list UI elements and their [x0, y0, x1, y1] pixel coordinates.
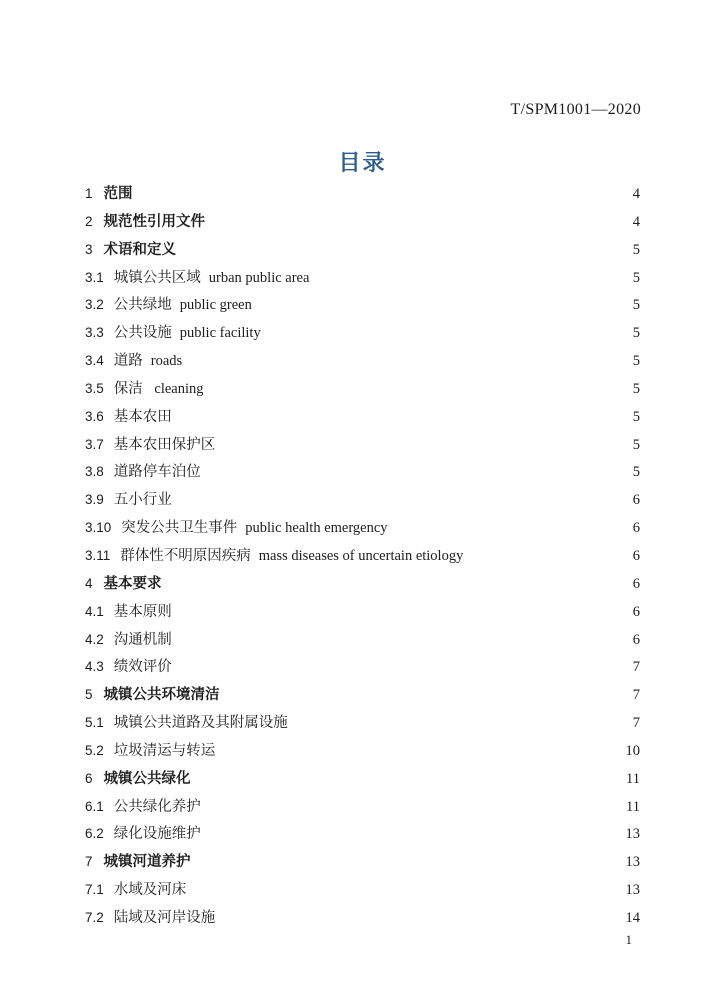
- toc-entry-term-en: public health emergency: [245, 520, 388, 537]
- toc-entry-term-en: mass diseases of uncertain etiology: [258, 547, 464, 564]
- toc-entry-number: 4.1: [85, 603, 104, 619]
- toc-entry-title: 垃圾清运与转运: [113, 742, 216, 759]
- toc-entry-number: 3.5: [85, 380, 104, 396]
- toc-entry-number: 4.3: [85, 659, 104, 675]
- toc-entry: [85, 458, 640, 486]
- toc-entry-title: 规范性引用文件: [103, 213, 206, 230]
- toc-entry-number: 3.7: [85, 436, 104, 452]
- toc-entry-title: 水域及河床: [113, 882, 187, 899]
- toc-entry: [85, 431, 640, 459]
- toc-entry-number: 3.1: [85, 269, 104, 285]
- toc-entry: [85, 653, 640, 681]
- toc-entry-title: 五小行业: [113, 492, 172, 509]
- toc-entry-number: 3.9: [85, 492, 104, 508]
- toc-entry-title: 绿化设施维护: [113, 826, 201, 843]
- toc-entry-title: 基本农田保护区: [113, 436, 216, 453]
- toc-entry-page: 5: [632, 464, 640, 481]
- toc-entry-number: 5: [85, 687, 93, 703]
- toc-entry-number: 3.10: [85, 520, 112, 536]
- toc-entry-title: 沟通机制: [113, 631, 172, 648]
- toc-entry: [85, 486, 640, 514]
- toc-entry-page: 13: [625, 882, 640, 899]
- toc-entry-page: 5: [632, 269, 640, 286]
- toc-entry-page: 6: [632, 575, 640, 592]
- toc-entry-page: 5: [632, 353, 640, 370]
- toc-entry: [85, 904, 640, 932]
- toc-entry-page: 5: [632, 436, 640, 453]
- toc-entry-number: 4.2: [85, 631, 104, 647]
- toc-entry-number: 7.2: [85, 909, 104, 925]
- toc-entry-page: 4: [632, 186, 640, 202]
- toc-entry-title: 陆域及河岸设施: [113, 909, 216, 926]
- toc-entry-page: 7: [632, 687, 640, 704]
- toc-entry: [85, 709, 640, 737]
- toc-entry-page: 5: [632, 380, 640, 397]
- toc-entry-number: 1: [85, 186, 93, 201]
- toc-entry-title: 城镇公共绿化: [103, 770, 191, 787]
- toc-entry-page: 5: [632, 241, 640, 258]
- toc-entry-title: 道路: [113, 353, 143, 370]
- toc-page-title: 目录: [338, 150, 387, 175]
- toc-entry-term-en: public facility: [179, 325, 261, 342]
- toc-entry-title: 绩效评价: [113, 659, 172, 676]
- toc-entry: [85, 626, 640, 654]
- toc-entry: [85, 542, 640, 570]
- toc-entry-page: 6: [632, 547, 640, 564]
- toc-entry: [85, 403, 640, 431]
- toc-entry-page: 5: [632, 408, 640, 425]
- toc-entry-title: 保洁: [113, 380, 143, 397]
- toc-entry-page: 11: [626, 798, 640, 815]
- toc-entry-title: 公共绿化养护: [113, 798, 201, 815]
- toc-entry-title: 城镇河道养护: [103, 854, 191, 871]
- toc-entry-title: 范围: [103, 186, 133, 202]
- toc-entry-page: 4: [632, 213, 640, 230]
- toc-entry-term-en: cleaning: [150, 380, 204, 397]
- toc-entry-number: 3.6: [85, 408, 104, 424]
- toc-entry-title: 城镇公共道路及其附属设施: [113, 715, 288, 732]
- toc-entry-page: 13: [625, 854, 640, 871]
- toc-entry-page: 6: [632, 520, 640, 537]
- toc-entry-title: 基本农田: [113, 408, 172, 425]
- toc-entry: [85, 375, 640, 403]
- toc-entry-page: 10: [625, 742, 640, 759]
- toc-entry: [85, 236, 640, 264]
- document-code: T/SPM1001—2020: [510, 101, 641, 118]
- footer-page-number: 1: [625, 932, 632, 947]
- toc-entry-page: 6: [632, 492, 640, 509]
- toc-entry: [85, 793, 640, 821]
- toc-entry-number: 4: [85, 575, 93, 591]
- toc-entry-number: 3: [85, 241, 93, 257]
- toc-entry: [85, 180, 640, 208]
- toc-entry: [85, 681, 640, 709]
- toc-entry-page: 5: [632, 325, 640, 342]
- toc-entry: [85, 737, 640, 765]
- toc-entry-page: 5: [632, 297, 640, 314]
- toc-entry: [85, 291, 640, 319]
- toc-entry-page: 7: [632, 715, 640, 732]
- toc-entry: [85, 514, 640, 542]
- toc-entry-term-en: public green: [179, 297, 252, 314]
- toc-entry-title: 术语和定义: [103, 241, 177, 258]
- toc-entry-page: 6: [632, 631, 640, 648]
- toc-entry-title: 城镇公共区域: [113, 269, 201, 286]
- toc-entry-number: 3.8: [85, 464, 104, 480]
- toc-entry: [85, 765, 640, 793]
- toc-entry: [85, 319, 640, 347]
- toc-entry-title: 群体性不明原因疾病: [120, 547, 251, 564]
- toc-entry-page: 13: [625, 826, 640, 843]
- toc-list: [85, 180, 640, 932]
- toc-entry-number: 6.1: [85, 798, 104, 814]
- toc-entry-number: 2: [85, 213, 93, 229]
- toc-entry-title: 基本要求: [103, 575, 162, 592]
- toc-entry-term-en: roads: [150, 353, 183, 370]
- toc-entry-number: 3.11: [85, 547, 111, 563]
- toc-entry-number: 3.2: [85, 297, 104, 313]
- toc-entry-title: 城镇公共环境清洁: [103, 687, 220, 704]
- toc-entry: [85, 598, 640, 626]
- toc-entry-number: 5.2: [85, 742, 104, 758]
- toc-entry: [85, 347, 640, 375]
- toc-entry-term-en: urban public area: [208, 269, 310, 286]
- toc-entry: [85, 264, 640, 292]
- toc-entry: [85, 570, 640, 598]
- toc-entry-number: 6: [85, 770, 93, 786]
- toc-entry: [85, 208, 640, 236]
- toc-entry-page: 14: [625, 909, 640, 926]
- toc-entry-title: 突发公共卫生事件: [121, 520, 238, 537]
- toc-entry-number: 3.4: [85, 353, 104, 369]
- toc-entry-number: 6.2: [85, 826, 104, 842]
- toc-entry-number: 7.1: [85, 882, 104, 898]
- toc-entry-page: 11: [626, 770, 640, 787]
- toc-entry-number: 7: [85, 854, 93, 870]
- toc-entry-title: 公共设施: [113, 325, 172, 342]
- toc-entry-number: 3.3: [85, 325, 104, 341]
- toc-entry: [85, 876, 640, 904]
- toc-entry-page: 6: [632, 603, 640, 620]
- toc-entry-title: 基本原则: [113, 603, 172, 620]
- toc-entry: [85, 820, 640, 848]
- toc-entry-number: 5.1: [85, 715, 104, 731]
- toc-entry-title: 道路停车泊位: [113, 464, 201, 481]
- toc-entry-title: 公共绿地: [113, 297, 172, 314]
- toc-entry-page: 7: [632, 659, 640, 676]
- toc-entry: [85, 848, 640, 876]
